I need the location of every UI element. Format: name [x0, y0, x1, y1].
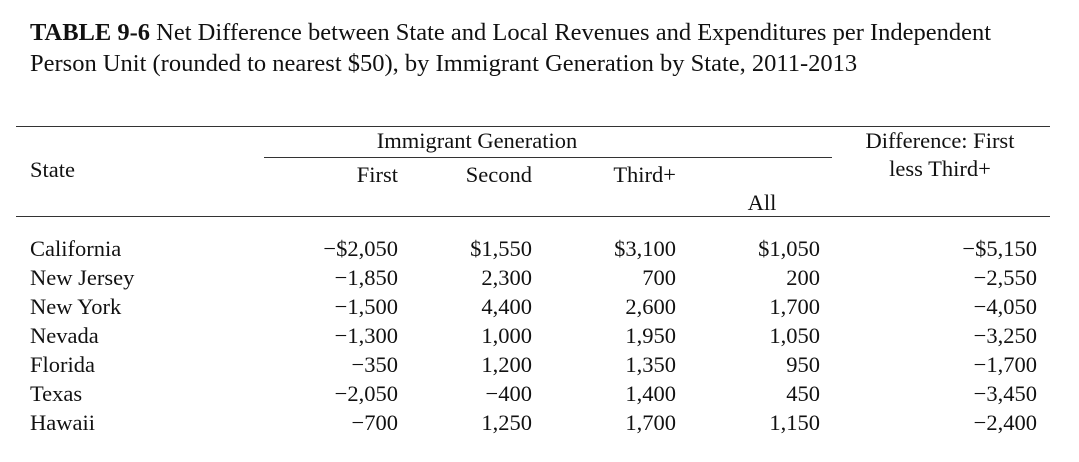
state-cell: California [30, 236, 122, 261]
first-cell: −2,050 [334, 381, 398, 406]
third-cell: 700 [642, 265, 676, 290]
third-cell: 1,400 [625, 381, 676, 406]
third-column [556, 234, 676, 437]
first-cell: −700 [351, 410, 398, 435]
table-label: TABLE 9-6 [30, 19, 151, 46]
second-column [412, 234, 532, 437]
second-cell: 2,300 [481, 265, 532, 290]
state-cell: Nevada [30, 323, 99, 348]
difference-cell: −2,400 [973, 410, 1037, 435]
all-cell: 1,150 [769, 410, 820, 435]
header-difference-line1: Difference: First [865, 128, 1015, 153]
difference-cell: −1,700 [973, 352, 1037, 377]
all-cell: 450 [786, 381, 820, 406]
first-cell: −1,300 [334, 323, 398, 348]
header-immigrant-generation: Immigrant Generation [376, 128, 578, 153]
difference-cell: −3,250 [973, 323, 1037, 348]
third-cell: 1,700 [625, 410, 676, 435]
header-first: First [356, 162, 398, 187]
state-cell: New York [30, 294, 122, 319]
all-column [700, 234, 820, 437]
header-all: All [747, 190, 777, 215]
state-cell: Florida [30, 352, 95, 377]
header-difference-line2: less Third+ [889, 156, 991, 181]
second-cell: 1,200 [481, 352, 532, 377]
difference-cell: −4,050 [973, 294, 1037, 319]
header-bottom-rule [16, 216, 1050, 217]
header-third: Third+ [613, 162, 676, 187]
state-cell: Hawaii [30, 410, 95, 435]
state-cell: New Jersey [30, 265, 135, 290]
third-cell: 2,600 [625, 294, 676, 319]
group-rule [264, 157, 832, 158]
second-cell: 1,000 [481, 323, 532, 348]
all-cell: 200 [786, 265, 820, 290]
second-cell: $1,550 [470, 236, 532, 261]
state-column [30, 234, 230, 437]
difference-cell: −3,450 [973, 381, 1037, 406]
all-cell: $1,050 [758, 236, 820, 261]
third-cell: 1,950 [625, 323, 676, 348]
difference-column [900, 234, 1037, 437]
state-cell: Texas [30, 381, 83, 406]
third-cell: $3,100 [614, 236, 676, 261]
first-cell: −$2,050 [323, 236, 398, 261]
first-cell: −1,500 [334, 294, 398, 319]
second-cell: −400 [485, 381, 532, 406]
all-cell: 1,050 [769, 323, 820, 348]
header-state: State [30, 157, 75, 182]
header-second: Second [465, 162, 532, 187]
table-title: Net Difference between State and Local Revenues and Expenditures per Independent Person Unit (rounded to nearest $50), by Immigrant Generation by State, 2011-2013 [30, 19, 992, 77]
first-column [278, 234, 398, 437]
first-cell: −1,850 [334, 265, 398, 290]
third-cell: 1,350 [625, 352, 676, 377]
second-cell: 4,400 [481, 294, 532, 319]
all-cell: 950 [786, 352, 820, 377]
second-cell: 1,250 [481, 410, 532, 435]
all-cell: 1,700 [769, 294, 820, 319]
difference-cell: −$5,150 [962, 236, 1037, 261]
table-caption [30, 17, 1050, 79]
first-cell: −350 [351, 352, 398, 377]
difference-cell: −2,550 [973, 265, 1037, 290]
top-rule [16, 126, 1050, 127]
